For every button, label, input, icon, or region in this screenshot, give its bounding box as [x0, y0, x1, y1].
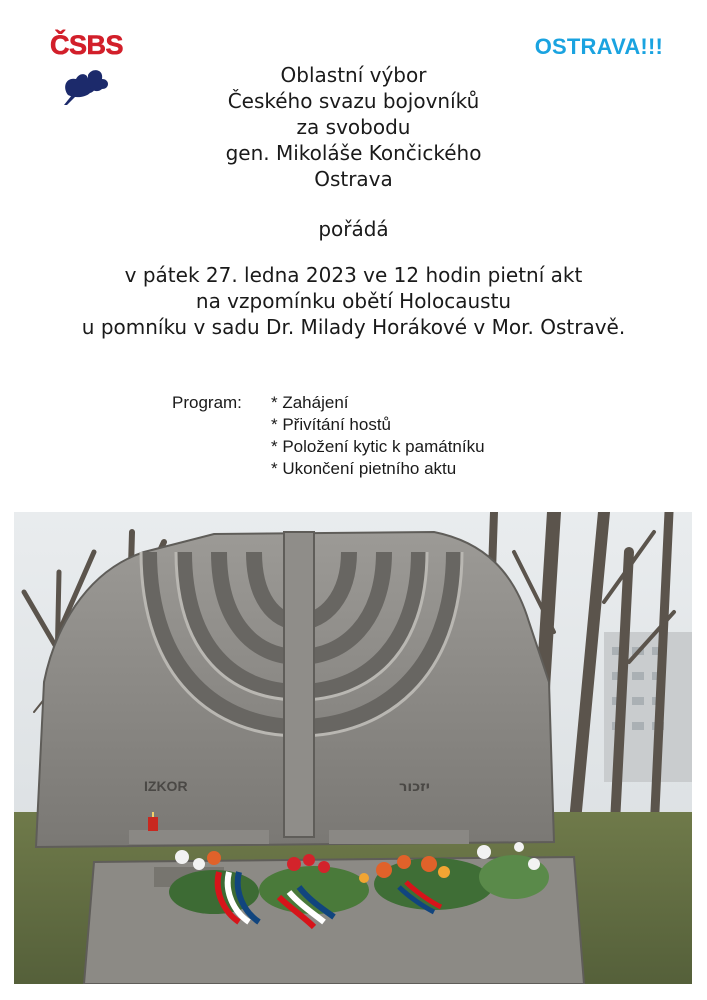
inscription-left: IZKOR [144, 778, 188, 794]
event-line: v pátek 27. ledna 2023 ve 12 hodin pietní akt [124, 263, 583, 287]
csbs-logo-text: ČSBS [50, 30, 124, 60]
program-item: * Zahájení [271, 393, 349, 412]
event-line: u pomníku v sadu Dr. Milady Horákové v Mor. Ostravě. [81, 315, 626, 339]
ostrava-logo: OSTRAVA!!! [534, 34, 663, 59]
memorial-photo [14, 512, 692, 984]
organizer-line: Ostrava [314, 167, 393, 191]
organizer-line: gen. Mikoláše Končického [225, 141, 482, 165]
program-item: * Ukončení pietního aktu [271, 459, 457, 478]
event-line: na vzpomínku obětí Holocaustu [195, 289, 512, 313]
program-list [271, 392, 485, 480]
memorial-illustration [14, 512, 692, 984]
organizer-line: Českého svazu bojovníků [227, 89, 480, 113]
event-block [0, 262, 707, 340]
inscription-right: יזכור [399, 779, 430, 795]
organizer-block [0, 62, 707, 192]
program-item: * Přivítání hostů [271, 415, 392, 434]
program-item: * Položení kytic k památníku [271, 437, 485, 456]
program-label: Program: [172, 393, 242, 412]
organizer-line: za svobodu [296, 115, 411, 139]
organizer-line: Oblastní výbor [280, 63, 427, 87]
verb-line: pořádá [318, 217, 389, 241]
